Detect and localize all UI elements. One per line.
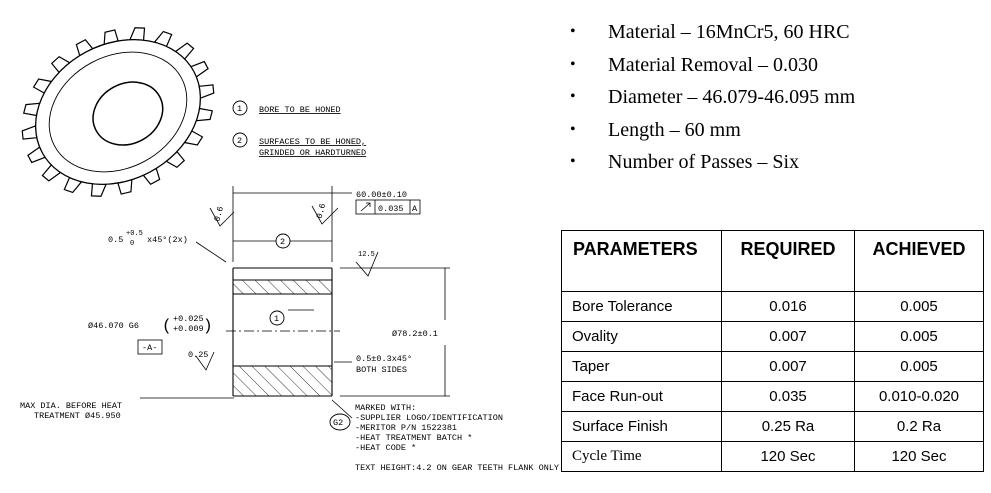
runout-datum: A [412,204,418,214]
bracket-right: ) [203,317,213,335]
note2-text-line1: SURFACES TO BE HONED, [259,137,367,147]
header-achieved: ACHIEVED [855,231,984,292]
note2-number: 2 [237,136,243,146]
bullet-text: Material Removal – 0.030 [608,53,818,76]
required-value: 120 Sec [722,442,855,472]
achieved-value: 0.005 [855,352,984,382]
note1-text: BORE TO BE HONED [259,105,341,115]
table-row [562,322,984,352]
table-row [562,382,984,412]
table-row [562,292,984,322]
bullet-text: Length – 60 mm [608,118,741,141]
bullet-text: Material – 16MnCr5, 60 HRC [608,21,850,43]
parameter-name: Face Run-out [562,382,722,412]
part-section [226,268,340,396]
gear-illustration [0,0,243,229]
bullet-item [570,16,980,49]
chamfer-tolerance-upper: +0.5 [126,230,143,238]
note1-number: 1 [237,104,243,114]
required-value: 0.016 [722,292,855,322]
bore-diameter: Ø46.070 G6 [88,321,140,331]
parameters-table [561,230,984,472]
table-row [562,442,984,472]
achieved-value: 0.005 [855,322,984,352]
parameter-name: Taper [562,352,722,382]
achieved-value: 0.010-0.020 [855,382,984,412]
bullet-item [570,81,980,114]
side-chamfer-line1: 0.5±0.3x45° [356,354,413,364]
bullet-text: Number of Passes – Six [608,151,800,173]
outer-diameter: Ø78.2±0.1 [392,329,438,339]
parameter-name: Ovality [562,322,722,352]
roughness-top: 12.5 [358,251,375,259]
roughness-bore: 0.25 [188,350,209,360]
bullet-icon: • [570,55,576,73]
header-parameters: PARAMETERS [562,231,722,292]
bullet-icon: • [570,153,576,170]
required-value: 0.25 Ra [722,412,855,442]
bullet-item [570,114,980,147]
datum-a: -A- [142,343,158,353]
header-required: REQUIRED [722,231,855,292]
marked-line-3: -HEAT TREATMENT BATCH * [355,433,473,443]
achieved-value: 0.005 [855,292,984,322]
bore-tolerance-upper: +0.025 [173,314,204,324]
length-dimension: 60.00±0.10 [356,190,408,200]
surface-label: 2 [280,237,286,247]
text-height-note: TEXT HEIGHT:4.2 ON GEAR TEETH FLANK ONLY [355,463,560,473]
bullet-icon: • [570,120,576,138]
required-value: 0.007 [722,322,855,352]
parameter-name: Bore Tolerance [562,292,722,322]
bullet-icon: • [570,88,576,105]
chamfer-note-rest: x45°(2x) [147,235,188,245]
bullet-icon: • [570,23,576,40]
bullet-text: Diameter – 46.079-46.095 mm [608,86,856,108]
achieved-value: 120 Sec [855,442,984,472]
g2-label: G2 [333,418,344,428]
max-dia-line1: MAX DIA. BEFORE HEAT [20,401,123,411]
required-value: 0.007 [722,352,855,382]
chamfer-left-value: 0.6 [212,205,226,223]
table-header-row [562,231,984,292]
marked-line-1: -SUPPLIER LOGO/IDENTIFICATION [355,413,503,423]
bullet-item [570,146,980,179]
chamfer-note: 0.5 [108,235,124,245]
chamfer-right-value: 0.6 [314,202,329,220]
chamfer-tolerance-lower: 0 [130,240,135,248]
table-row [562,352,984,382]
bore-label: 1 [274,314,280,324]
marked-line-2: -MERITOR P/N 1522381 [355,423,458,433]
parameter-name: Cycle Time [562,442,722,472]
bullet-item [570,49,980,82]
parameter-name: Surface Finish [562,412,722,442]
bracket-left: ( [162,317,172,335]
achieved-value: 0.2 Ra [855,412,984,442]
required-value: 0.035 [722,382,855,412]
bore-tolerance-lower: +0.009 [173,324,204,334]
spec-bullet-list [570,16,980,179]
max-dia-line2: TREATMENT Ø45.950 [34,411,121,421]
marked-line-0: MARKED WITH: [355,403,417,413]
runout-value: 0.035 [378,204,404,214]
table-row [562,412,984,442]
note2-text-line2: GRINDED OR HARDTURNED [259,148,367,158]
side-chamfer-line2: BOTH SIDES [356,365,408,375]
marked-line-4: -HEAT CODE * [355,443,417,453]
